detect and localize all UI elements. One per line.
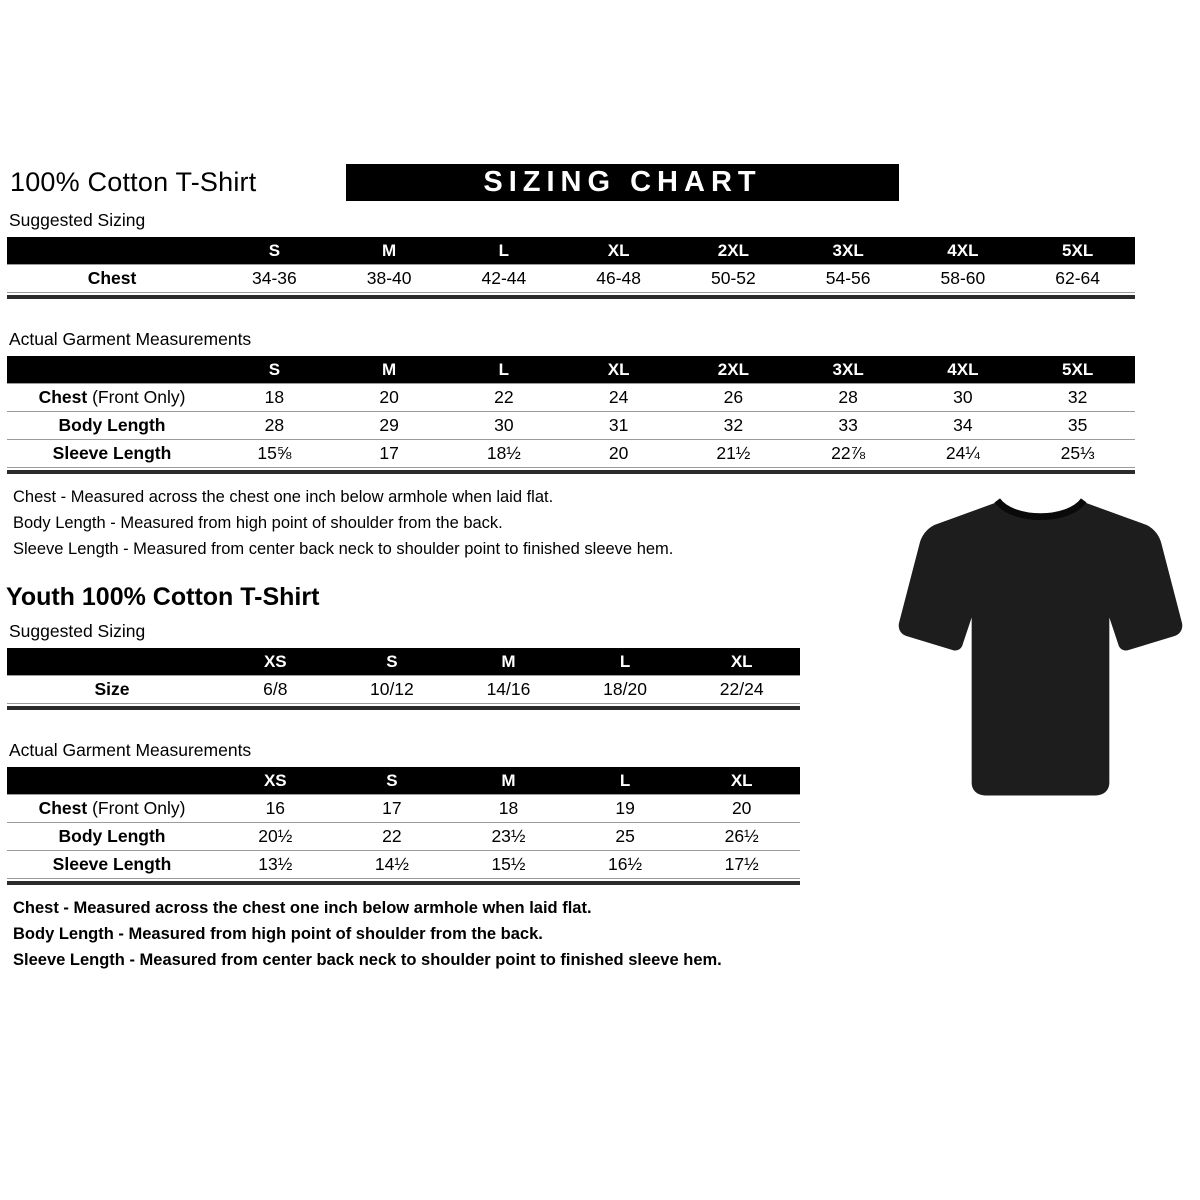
row-label: Chest (Front Only) bbox=[7, 795, 217, 823]
sizing-chart-banner-text: SIZING CHART bbox=[483, 165, 762, 198]
measurement-cell: 54-56 bbox=[791, 265, 906, 293]
measurement-cell: 6/8 bbox=[217, 676, 334, 704]
size-column-header: 4XL bbox=[906, 237, 1021, 265]
measurement-cell: 34-36 bbox=[217, 265, 332, 293]
size-column-header: S bbox=[217, 237, 332, 265]
measurement-cell: 31 bbox=[561, 412, 676, 440]
measurement-cell: 32 bbox=[676, 412, 791, 440]
row-label: Size bbox=[7, 676, 217, 704]
size-column-header: M bbox=[332, 356, 447, 384]
table-corner bbox=[7, 648, 217, 676]
adult-actual-measurements-table bbox=[7, 356, 1135, 468]
measurement-cell: 21½ bbox=[676, 440, 791, 468]
table-corner bbox=[7, 356, 217, 384]
adult-note-chest: Chest - Measured across the chest one inch below armhole when laid flat. bbox=[13, 488, 554, 506]
adult-suggested-sizing-table bbox=[7, 237, 1135, 293]
youth-suggested-sizing-table bbox=[7, 648, 800, 704]
measurement-cell: 17 bbox=[334, 795, 451, 823]
measurement-cell: 30 bbox=[447, 412, 562, 440]
measurement-cell: 24 bbox=[561, 384, 676, 412]
measurement-cell: 18/20 bbox=[567, 676, 684, 704]
youth-actual-measurements-table bbox=[7, 767, 800, 879]
size-column-header: L bbox=[567, 767, 684, 795]
size-column-header: S bbox=[217, 356, 332, 384]
adult-suggested-table-wrap bbox=[7, 237, 1135, 299]
row-label: Body Length bbox=[7, 412, 217, 440]
row-label: Sleeve Length bbox=[7, 440, 217, 468]
measurement-cell: 34 bbox=[906, 412, 1021, 440]
measurement-cell: 28 bbox=[217, 412, 332, 440]
youth-suggested-sizing-label: Suggested Sizing bbox=[9, 621, 146, 641]
size-column-header: 3XL bbox=[791, 237, 906, 265]
size-column-header: 3XL bbox=[791, 356, 906, 384]
measurement-cell: 58-60 bbox=[906, 265, 1021, 293]
measurement-cell: 15⅝ bbox=[217, 440, 332, 468]
row-label: Chest bbox=[7, 265, 217, 293]
youth-actual-measurements-label: Actual Garment Measurements bbox=[9, 740, 252, 760]
measurement-cell: 24¼ bbox=[906, 440, 1021, 468]
adult-note-sleeve-length: Sleeve Length - Measured from center back neck to shoulder point to finished sleeve hem. bbox=[13, 540, 674, 558]
row-label: Chest (Front Only) bbox=[7, 384, 217, 412]
youth-actual-table-wrap bbox=[7, 767, 800, 885]
size-column-header: L bbox=[567, 648, 684, 676]
measurement-cell: 32 bbox=[1020, 384, 1135, 412]
measurement-cell: 22 bbox=[447, 384, 562, 412]
table-row bbox=[7, 265, 1135, 293]
measurement-cell: 26½ bbox=[683, 823, 800, 851]
youth-note-sleeve-length: Sleeve Length - Measured from center back neck to shoulder point to finished sleeve hem. bbox=[13, 951, 722, 969]
measurement-cell: 22 bbox=[334, 823, 451, 851]
table-row bbox=[7, 851, 800, 879]
size-column-header: 4XL bbox=[906, 356, 1021, 384]
measurement-cell: 15½ bbox=[450, 851, 567, 879]
measurement-cell: 14/16 bbox=[450, 676, 567, 704]
measurement-cell: 42-44 bbox=[447, 265, 562, 293]
measurement-cell: 20 bbox=[683, 795, 800, 823]
size-column-header: 2XL bbox=[676, 356, 791, 384]
sizing-chart-banner bbox=[346, 164, 899, 201]
size-header-row bbox=[7, 767, 800, 795]
table-row bbox=[7, 795, 800, 823]
table-corner bbox=[7, 237, 217, 265]
table-row bbox=[7, 412, 1135, 440]
size-column-header: XS bbox=[217, 767, 334, 795]
size-column-header: XL bbox=[561, 356, 676, 384]
measurement-cell: 18 bbox=[450, 795, 567, 823]
measurement-cell: 22⅞ bbox=[791, 440, 906, 468]
row-label: Body Length bbox=[7, 823, 217, 851]
size-column-header: XL bbox=[683, 767, 800, 795]
tshirt-product-image bbox=[893, 476, 1188, 814]
row-label: Sleeve Length bbox=[7, 851, 217, 879]
measurement-cell: 29 bbox=[332, 412, 447, 440]
measurement-cell: 33 bbox=[791, 412, 906, 440]
table-row bbox=[7, 440, 1135, 468]
table-row bbox=[7, 676, 800, 704]
measurement-cell: 62-64 bbox=[1020, 265, 1135, 293]
size-column-header: 2XL bbox=[676, 237, 791, 265]
table-corner bbox=[7, 767, 217, 795]
table-row bbox=[7, 384, 1135, 412]
measurement-cell: 30 bbox=[906, 384, 1021, 412]
adult-title: 100% Cotton T-Shirt bbox=[10, 166, 257, 197]
measurement-cell: 18½ bbox=[447, 440, 562, 468]
measurement-cell: 35 bbox=[1020, 412, 1135, 440]
adult-actual-measurements-label: Actual Garment Measurements bbox=[9, 329, 252, 349]
measurement-cell: 17½ bbox=[683, 851, 800, 879]
tshirt-body-shape bbox=[899, 501, 1183, 795]
size-column-header: XS bbox=[217, 648, 334, 676]
measurement-cell: 38-40 bbox=[332, 265, 447, 293]
youth-measurement-notes bbox=[13, 899, 1200, 970]
measurement-cell: 20½ bbox=[217, 823, 334, 851]
size-column-header: XL bbox=[561, 237, 676, 265]
measurement-cell: 16 bbox=[217, 795, 334, 823]
adult-note-body-length: Body Length - Measured from high point of shoulder from the back. bbox=[13, 514, 503, 532]
measurement-cell: 26 bbox=[676, 384, 791, 412]
size-column-header: L bbox=[447, 356, 562, 384]
measurement-cell: 17 bbox=[332, 440, 447, 468]
measurement-cell: 28 bbox=[791, 384, 906, 412]
youth-suggested-table-wrap bbox=[7, 648, 800, 710]
size-column-header: S bbox=[334, 767, 451, 795]
measurement-cell: 23½ bbox=[450, 823, 567, 851]
youth-note-chest: Chest - Measured across the chest one inch below armhole when laid flat. bbox=[13, 899, 592, 917]
size-column-header: M bbox=[332, 237, 447, 265]
size-column-header: 5XL bbox=[1020, 237, 1135, 265]
youth-title: Youth 100% Cotton T-Shirt bbox=[6, 583, 320, 611]
adult-suggested-sizing-label: Suggested Sizing bbox=[9, 210, 146, 230]
measurement-cell: 50-52 bbox=[676, 265, 791, 293]
measurement-cell: 19 bbox=[567, 795, 684, 823]
size-column-header: 5XL bbox=[1020, 356, 1135, 384]
measurement-cell: 25 bbox=[567, 823, 684, 851]
measurement-cell: 25⅓ bbox=[1020, 440, 1135, 468]
size-header-row bbox=[7, 648, 800, 676]
measurement-cell: 14½ bbox=[334, 851, 451, 879]
measurement-cell: 22/24 bbox=[683, 676, 800, 704]
measurement-cell: 16½ bbox=[567, 851, 684, 879]
measurement-cell: 13½ bbox=[217, 851, 334, 879]
size-header-row bbox=[7, 237, 1135, 265]
adult-actual-table-wrap bbox=[7, 356, 1135, 474]
measurement-cell: 10/12 bbox=[334, 676, 451, 704]
size-column-header: M bbox=[450, 648, 567, 676]
size-column-header: S bbox=[334, 648, 451, 676]
measurement-cell: 18 bbox=[217, 384, 332, 412]
size-column-header: M bbox=[450, 767, 567, 795]
measurement-cell: 20 bbox=[332, 384, 447, 412]
header-row bbox=[10, 163, 1200, 201]
size-header-row bbox=[7, 356, 1135, 384]
tshirt-collar-shape bbox=[997, 500, 1084, 516]
size-column-header: XL bbox=[683, 648, 800, 676]
youth-note-body-length: Body Length - Measured from high point of shoulder from the back. bbox=[13, 925, 543, 943]
size-column-header: L bbox=[447, 237, 562, 265]
measurement-cell: 20 bbox=[561, 440, 676, 468]
table-row bbox=[7, 823, 800, 851]
measurement-cell: 46-48 bbox=[561, 265, 676, 293]
